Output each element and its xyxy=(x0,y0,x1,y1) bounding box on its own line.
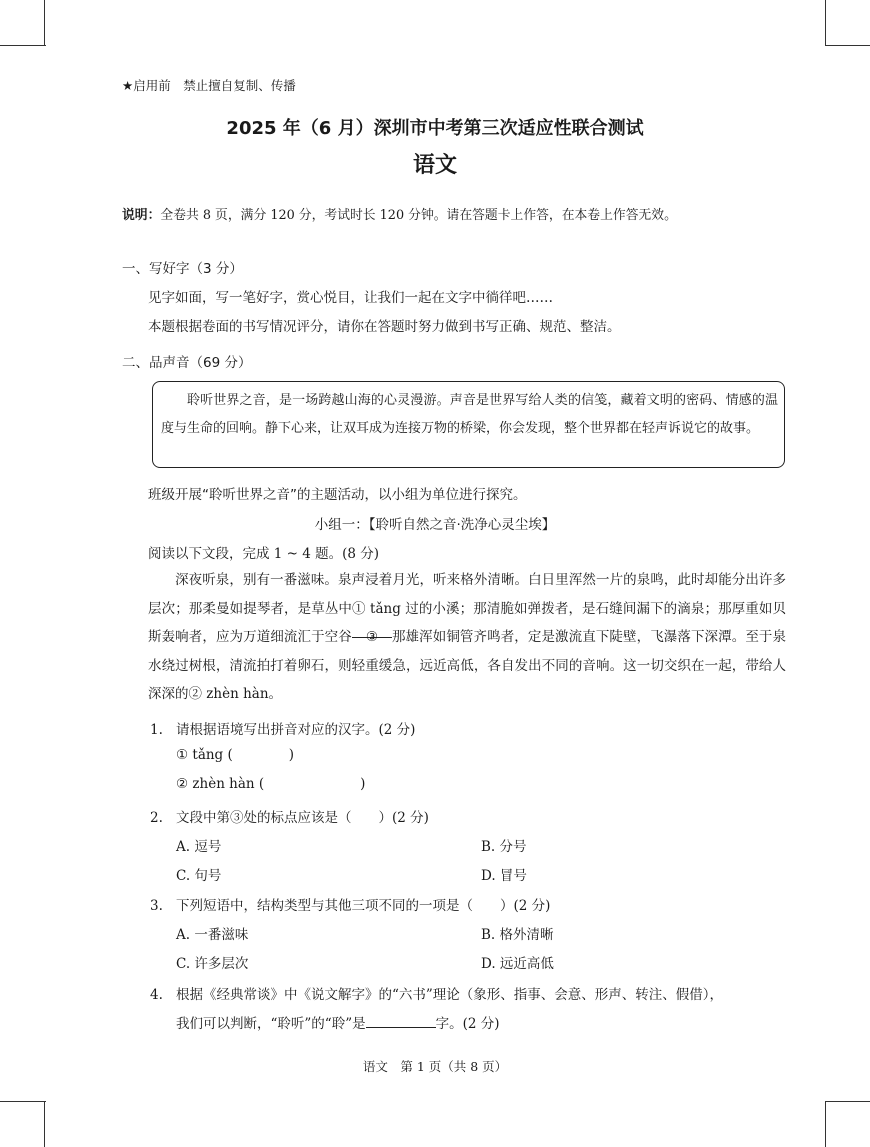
question-4-line2 xyxy=(176,1012,500,1032)
option-a: A. 逗号 xyxy=(176,839,222,855)
question-text: 请根据语境写出拼音对应的汉字。(2 分) xyxy=(176,722,416,738)
question-4 xyxy=(150,983,723,1003)
crop-mark-bl-h xyxy=(0,1101,46,1102)
option-c: C. 许多层次 xyxy=(176,956,249,972)
question-1-sub-1 xyxy=(176,747,294,763)
question-1 xyxy=(150,718,415,738)
question-text: 文段中第③处的标点应该是（ ）(2 分) xyxy=(176,810,429,826)
q4-line2-pre: 我们可以判断，“聆听”的“聆”是 xyxy=(176,1016,366,1032)
question-1-sub-2 xyxy=(176,776,365,792)
intro-box xyxy=(152,381,785,468)
instructions xyxy=(122,204,677,223)
page-footer: 语文 第 1 页（共 8 页） xyxy=(362,1059,508,1074)
crop-mark-bl-v xyxy=(44,1101,45,1147)
crop-mark-tl-h xyxy=(0,45,46,46)
sub-close: ) xyxy=(288,747,295,763)
section2-heading: 二、品声音（69 分） xyxy=(122,355,252,371)
confidential-notice: ★启用前 禁止擅自复制、传播 xyxy=(122,78,296,93)
crop-mark-tr-h xyxy=(825,45,870,46)
sub-label: ① tǎng ( xyxy=(176,747,233,763)
passage-part1: 深夜听泉，别有一番滋味。泉声浸着月光，听来格外清晰。白日里浑然一片的泉鸣，此时却能分出许多层次；那柔曼如提琴者，是草丛中① tǎng 过的小溪；那清脆如弹拨者，是石缝间漏下的滴泉；那厚重如贝斯轰响者，应为万道细流汇于空谷 xyxy=(148,572,786,646)
sub-label: ② zhèn hàn ( xyxy=(176,776,265,792)
option-d: D. 冒号 xyxy=(481,868,527,884)
instructions-text: 全卷共 8 页，满分 120 分，考试时长 120 分钟。请在答题卡上作答，在本卷上作答无效。 xyxy=(160,208,677,223)
intro-box-text: 聆听世界之音，是一场跨越山海的心灵漫游。声音是世界写给人类的信笺，藏着文明的密码、情感的温度与生命的回响。静下心来，让双耳成为连接万物的桥梁，你会发现，整个世界都在轻声诉说它的故事。 xyxy=(161,393,778,436)
group-title: 小组一：【聆听自然之音·洗净心灵尘埃】 xyxy=(314,517,556,533)
activity-text: 班级开展“聆听世界之音”的主题活动，以小组为单位进行探究。 xyxy=(148,487,527,503)
crop-mark-tl-v xyxy=(44,0,45,46)
question-number: 3. xyxy=(150,898,163,914)
question-text: 根据《经典常谈》中《说文解字》的“六书”理论（象形、指事、会意、形声、转注、假借）， xyxy=(176,987,724,1003)
sub-close: ) xyxy=(360,776,366,792)
section1-line2: 本题根据卷面的书写情况评分，请你在答题时努力做到书写正确、规范、整洁。 xyxy=(148,319,621,335)
question-number: 1. xyxy=(150,722,163,738)
option-a: A. 一番滋味 xyxy=(176,927,249,943)
instructions-label: 说明： xyxy=(122,208,161,223)
option-b: B. 格外清晰 xyxy=(481,927,554,943)
section1-heading: 一、写好字（3 分） xyxy=(122,261,243,277)
question-2 xyxy=(150,806,429,826)
question-number: 4. xyxy=(150,987,163,1003)
blank-marker: ③ xyxy=(365,629,378,646)
crop-mark-br-h xyxy=(825,1101,870,1102)
reading-passage xyxy=(148,566,786,709)
answer-blank[interactable] xyxy=(366,1013,436,1028)
read-prompt: 阅读以下文段，完成 1 ~ 4 题。(8 分) xyxy=(148,546,380,562)
crop-mark-tr-v xyxy=(825,0,826,46)
question-text: 下列短语中，结构类型与其他三项不同的一项是（ ）(2 分) xyxy=(176,898,551,914)
exam-title: 2025 年（6 月）深圳市中考第三次适应性联合测试 xyxy=(226,118,644,139)
subject-title: 语文 xyxy=(412,153,457,178)
option-c: C. 句号 xyxy=(176,868,222,884)
passage-part2: 那雄浑如铜管齐鸣者，定是激流直下陡壁，飞瀑落下深潭。至于泉水绕过树根，清流拍打着卵石，则轻重缓急，远近高低，各自发出不同的音响。这一切交织在一起，带给人深深的② zhèn hàn。 xyxy=(148,629,787,703)
option-d: D. 远近高低 xyxy=(481,956,554,972)
question-3 xyxy=(150,894,550,914)
crop-mark-br-v xyxy=(825,1101,826,1147)
q4-line2-post: 字。(2 分) xyxy=(435,1016,500,1032)
section1-line1: 见字如面，写一笔好字，赏心悦目，让我们一起在文字中徜徉吧…… xyxy=(148,290,553,306)
question-number: 2. xyxy=(150,810,163,826)
option-b: B. 分号 xyxy=(481,839,527,855)
punctuation-blank xyxy=(352,623,392,646)
